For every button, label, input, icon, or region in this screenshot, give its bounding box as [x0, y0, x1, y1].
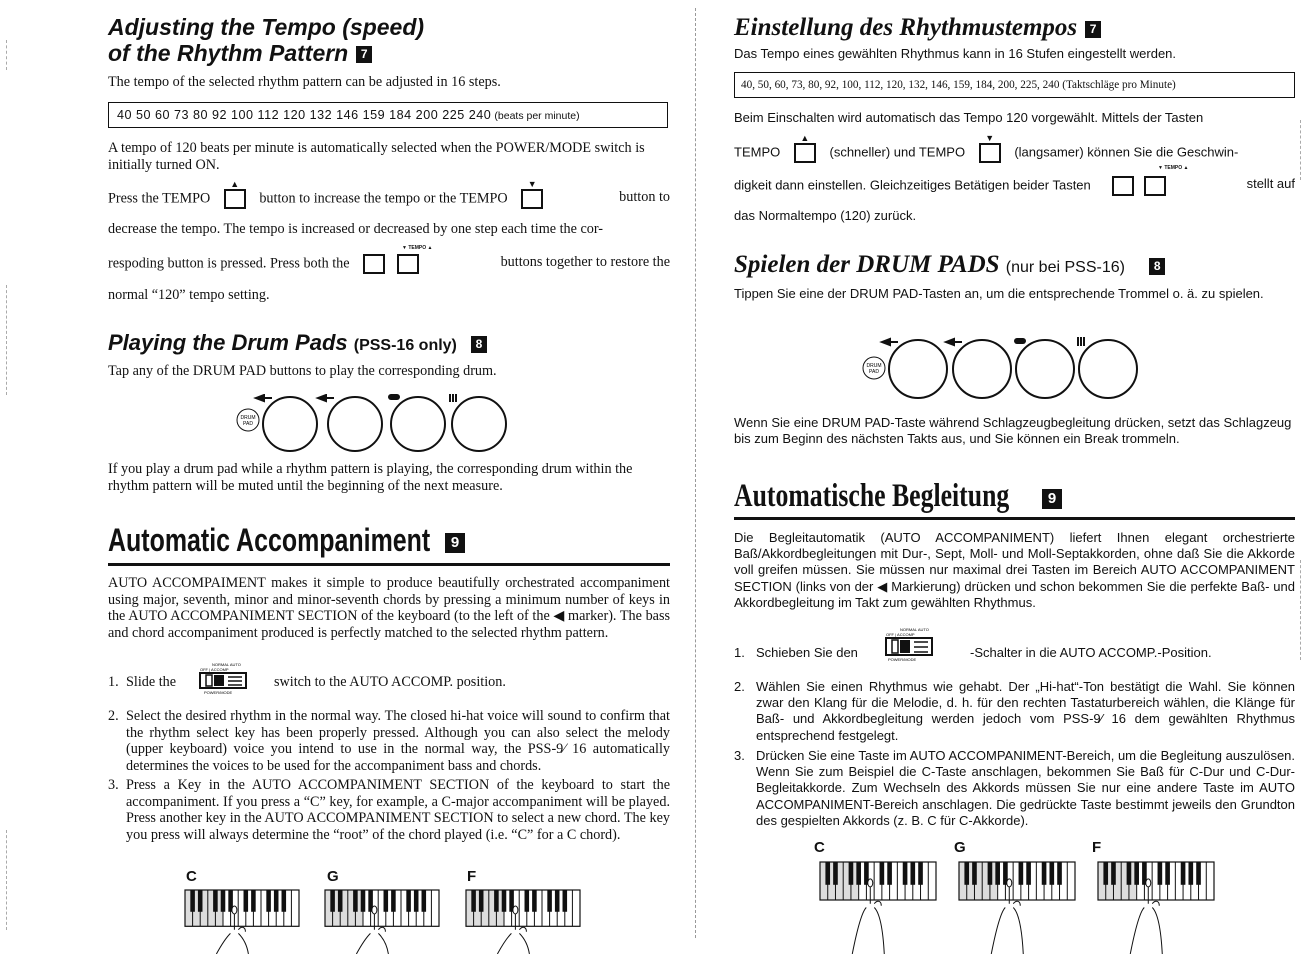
tempo-intro: The tempo of the selected rhythm pattern can be adjusted in 16 steps. [108, 74, 501, 90]
step-number: 3. [108, 777, 119, 793]
drum-heading-text: Spielen der DRUM PADS [734, 251, 1000, 278]
heading-rule [108, 563, 670, 566]
power-mode-switch-icon [194, 662, 260, 696]
drum-note: If you play a drum pad while a rhythm pattern is playing, the corresponding drum within the rhythm pattern will be muted until the beginning of the next measure. [108, 461, 633, 494]
step2-text: Select the desired rhythm in the normal way. The closed hi-hat voice will sound to confirm that the rhythm select key has been properly pressed. Although you can also select the melody (upper keyboard) voice you intend to use in the normal way, the PSS-9⁄ 16 automatically determines the voices to be used for the accompaniment bass and chords. [126, 708, 670, 774]
arrow-up-icon: ▲ [800, 133, 810, 143]
section-badge: 7 [356, 46, 372, 63]
chord-label-f: F [467, 868, 477, 885]
tempo-mini-label: ▼ TEMPO ▲ [1158, 165, 1189, 171]
drum-note: Wenn Sie eine DRUM PAD-Taste während Schlagzeugbegleitung drücken, setzt das Schlagzeug bis zum Beginn des nächsten Takts aus, und Sie können ein Break trommeln. [734, 415, 1292, 447]
power-mode-switch-icon [882, 627, 948, 667]
section-badge: 9 [445, 533, 465, 553]
step3-text: Drücken Sie eine Taste im AUTO ACCOMPANIMENT-Bereich, um die Begleitung auszulösen. Wenn Sie zum Beispiel die C-Taste anschlagen, bekommen Sie Baß für C-Dur und C-Dur-Begleitakkorde. Zum Wechseln des Akkords müssen Sie nur eine andere Taste im AUTO ACCOMPANIMENT-Bereich anschlagen. Die gedrückte Taste bestimmt jeweils den Grundton des gespielten Akkords (z. B. C für C-Akkorde). [756, 748, 1296, 828]
tempo-heading [108, 14, 424, 66]
normal-line: normal “120” tempo setting. [108, 287, 270, 303]
step1-text-b: switch to the AUTO ACCOMP. position. [274, 674, 506, 690]
press-text-b: button to increase the tempo or the TEMPO [259, 190, 508, 207]
tom-icon [1014, 338, 1026, 344]
arrow-down-icon: ▼ [527, 179, 537, 189]
tempo-values: 40 50 60 73 80 92 100 112 120 132 146 159 184 200 225 240 [117, 108, 492, 122]
switch-label-top: NORMAL AUTO [212, 662, 241, 667]
acc-intro: AUTO ACCOMPAIMENT makes it simple to produce beautifully orchestrated accompaniment using major, seventh, minor and minor-seventh chords by pressing a minimum number of keys in the AUTO ACCOMPANIMENT SECTION of the keyboard (to the left of the ◀ marker). The bass and chord accompaniment produced is perfectly matched to the selected rhythm pattern. [108, 575, 670, 641]
tempo-values-box [108, 102, 668, 128]
tom-icon [388, 394, 400, 400]
step-1 [734, 627, 1295, 675]
step3-text: Press a Key in the AUTO ACCOMPANIMENT SECTION of the keyboard to start the accompaniment. If you press a “C” key, for example, a C-major accompaniment will be played. Press another key in the AUTO ACCOMPANIMENT SECTION to select a new chord. The key you press will always determine the “root” of the chord played (i.e. “C” for a C chord). [126, 777, 670, 843]
tempo-down-button [363, 254, 385, 274]
drum-heading [734, 251, 1165, 282]
keyboard-diagram-g [957, 860, 1077, 954]
normal-line: das Normaltempo (120) zurück. [734, 208, 917, 223]
step-1 [108, 662, 670, 704]
tempo-heading [734, 14, 1101, 42]
drum-pads-illustration [860, 336, 1142, 400]
step1-text-a: Schieben Sie den [756, 645, 858, 660]
dig-text-a: digkeit dann einstellen. Gleichzeitiges Betätigen beider Tasten [734, 177, 1091, 193]
drum-pad-3 [1016, 340, 1074, 398]
drum-pad-label-2: PAD [243, 421, 253, 427]
step-number: 2. [108, 708, 119, 724]
drum-pad-label-1: DRUM [866, 363, 882, 369]
step-number: 3. [734, 748, 745, 763]
drum-pad-4 [452, 397, 506, 451]
press-text-c: button to [619, 189, 670, 205]
switch-label-bottom: POWER/MODE [204, 690, 233, 695]
chord-label-g: G [327, 868, 339, 885]
drum-pad-label-2: PAD [869, 369, 879, 375]
step-number: 2. [734, 679, 745, 694]
tempo-text-b: (schneller) und TEMPO [829, 144, 966, 160]
tempo-down-button [1112, 176, 1134, 196]
keyboard-diagram-g [323, 888, 441, 954]
tempo-unit: (beats per minute) [494, 110, 580, 122]
drum-pad-label-1: DRUM [240, 415, 256, 421]
bass-drum-icon [882, 339, 898, 345]
cymbal-icon [450, 394, 456, 402]
cymbal-icon [1078, 337, 1084, 346]
step1-text-b: -Schalter in die AUTO ACCOMP.-Position. [970, 645, 1212, 660]
keyboard-diagram-c [818, 860, 938, 954]
tempo-down-button [521, 179, 543, 209]
section-badge: 8 [471, 336, 487, 353]
acc-intro: Die Begleitautomatik (AUTO ACCOMPANIMENT) liefert Ihnen elegant orchestrierte Baß/Akkordbegleitungen mit Dur-, Sept, Moll- und Moll-Septakkorden, ohne daß Sie die Akkorde voll greifen müssen. Sie müssen nur maximal drei Tasten im Bereich AUTO ACCOMPANIMENT SECTION (links von der ◀ Markierung) drücken und schon bekommen Sie die perfekte Baß- und Akkordbegleitung im Takt zum gewählten Rhythmus. [734, 530, 1295, 610]
drum-pad-1 [889, 340, 947, 398]
drum-heading [108, 330, 487, 359]
snare-drum-icon [946, 339, 962, 345]
chord-label-c: C [186, 868, 197, 885]
tempo-up-button [224, 179, 246, 209]
step-2 [108, 708, 670, 774]
drum-heading-suffix: (PSS-16 only) [353, 337, 457, 354]
both-line [108, 254, 670, 274]
step2-text: Wählen Sie einen Rhythmus wie gehabt. Der „Hi-hat“-Ton bestätigt die Wahl. Sie können zwar den Klang für die Melodie, d. h. für den rechten Tastaturbereich wählen, die Klänge für Baß- und Akkordbegleitung werden jedoch vom PSS-9⁄ 16 dem gewählten Rhythmus entsprechend festgelegt. [756, 679, 1295, 743]
keyboard-diagram-c [183, 888, 301, 954]
tempo-initial: A tempo of 120 beats per minute is automatically selected when the POWER/MODE switch is initially turned ON. [108, 140, 645, 173]
decrease-line: decrease the tempo. The tempo is increased or decreased by one step each time the cor- [108, 221, 604, 237]
both-text-b: buttons together to restore the [500, 254, 670, 270]
drum-pad-1 [263, 397, 317, 451]
chord-label-g: G [954, 839, 966, 856]
switch-label-bottom: POWER/MODE [888, 657, 917, 662]
drum-intro: Tap any of the DRUM PAD buttons to play the corresponding drum. [108, 363, 497, 379]
tempo-heading-line1: Adjusting the Tempo (speed) [108, 14, 425, 40]
tempo-initial: Beim Einschalten wird automatisch das Tempo 120 vorgewählt. Mittels der Tasten [734, 110, 1204, 125]
tempo-up-button [397, 254, 419, 274]
step-number: 1. [108, 674, 119, 690]
dig-text-b: stellt auf [1246, 176, 1295, 191]
keyboard-diagram-f [1096, 860, 1216, 954]
drum-pads-illustration [234, 394, 514, 456]
section-badge: 7 [1085, 21, 1101, 38]
step-3 [108, 777, 670, 843]
drum-pad-3 [391, 397, 445, 451]
press-text-a: Press the TEMPO [108, 190, 211, 207]
acc-heading-text: Automatische Begleitung [734, 478, 1010, 514]
tempo-text-a: TEMPO [734, 144, 781, 160]
keyboard-diagram-f [464, 888, 582, 954]
switch-label-mid: OFF | ACCOMP [886, 632, 915, 637]
dig-line [734, 176, 1295, 196]
tempo-values-box [734, 72, 1295, 98]
chord-label-c: C [814, 839, 825, 856]
step1-text-a: Slide the [126, 674, 177, 690]
step-number: 1. [734, 645, 745, 660]
drum-heading-text: Playing the Drum Pads [108, 330, 348, 355]
tempo-intro: Das Tempo eines gewählten Rhythmus kann in 16 Stufen eingestellt werden. [734, 46, 1177, 61]
bass-drum-icon [256, 395, 272, 401]
press-line [108, 179, 670, 209]
heading-rule [734, 517, 1295, 520]
arrow-down-icon: ▼ [985, 133, 995, 143]
tempo-text-c: (langsamer) können Sie die Geschwin- [1014, 144, 1239, 160]
switch-label-mid: OFF | ACCOMP [200, 667, 229, 672]
tempo-up-button [794, 133, 816, 163]
drum-pad-2 [328, 397, 382, 451]
section-badge: 9 [1042, 489, 1062, 509]
tempo-up-button [1144, 176, 1166, 196]
both-text-a: respoding button is pressed. Press both the [108, 255, 350, 272]
arrow-up-icon: ▲ [230, 179, 240, 189]
tempo-heading-text: Einstellung des Rhythmustempos [734, 14, 1078, 41]
german-page [692, 0, 1309, 954]
drum-pad-2 [953, 340, 1011, 398]
tempo-values: 40, 50, 60, 73, 80, 92, 100, 112, 120, 132, 146, 159, 184, 200, 225, 240 (Taktschläge pro Minute) [741, 79, 1176, 91]
tempo-down-button [979, 133, 1001, 163]
chord-label-f: F [1092, 839, 1102, 856]
drum-heading-suffix: (nur bei PSS-16) [1005, 259, 1125, 276]
tempo-mini-label: ▼ TEMPO ▲ [402, 245, 433, 251]
acc-heading-text: Automatic Accompaniment [108, 522, 431, 558]
step-3 [734, 748, 1295, 829]
snare-drum-icon [318, 395, 334, 401]
step-2 [734, 679, 1295, 744]
drum-pad-4 [1079, 340, 1137, 398]
drum-intro: Tippen Sie eine der DRUM PAD-Tasten an, um die entsprechende Trommel o. ä. zu spielen. [734, 286, 1264, 301]
tempo-heading-line2: of the Rhythm Pattern [108, 40, 349, 66]
acc-heading [734, 478, 1087, 514]
switch-label-top: NORMAL AUTO [900, 627, 929, 632]
tempo-line [734, 133, 1295, 163]
section-badge: 8 [1149, 258, 1165, 275]
